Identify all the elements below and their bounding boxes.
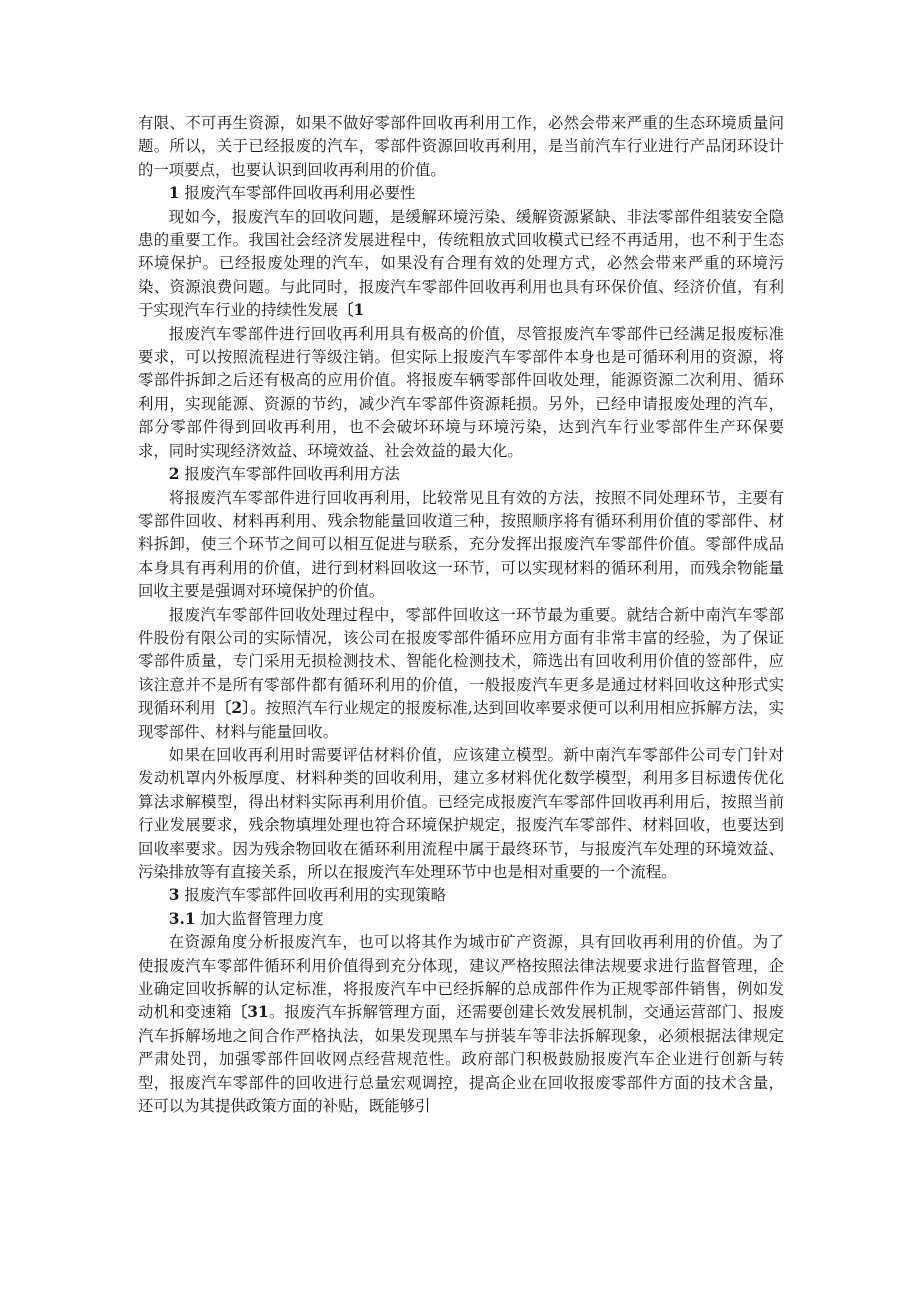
paragraph-company-case	[138, 604, 784, 744]
section-number: 3.1	[168, 909, 196, 928]
section-heading-3	[138, 884, 784, 907]
section-number: 3	[168, 886, 180, 905]
section-number: 1	[168, 184, 180, 203]
citation-ref: 〔2〕	[215, 699, 251, 718]
paragraph-supervision	[138, 931, 784, 1118]
paragraph-model: 如果在回收再利用时需要评估材料价值，应该建立模型。新中南汽车零部件公司专门针对发动机罩内外板厚度、材料种类的回收利用，建立多材料优化数学模型，利用多目标遗传优化算法求解模型，得出材料实际再利用价值。已经完成报废汽车零部件回收再利用后，按照当前行业发展要求，残余物填埋处理也符合环境保护规定，报废汽车零部件、材料回收，也要达到回收率要求。因为残余物回收在循环利用流程中属于最终环节，与报废汽车处理的环境效益、污染排放等有直接关系，所以在报废汽车处理环节中也是相对重要的一个流程。	[138, 745, 784, 881]
document-page	[138, 112, 784, 1118]
section-title: 加大监督管理力度	[200, 909, 324, 928]
paragraph-value: 报废汽车零部件进行回收再利用具有极高的价值，尽管报废汽车零部件已经满足报废标准要求，可以按照流程进行等级注销。但实际上报废汽车零部件本身也是可循环利用的资源，将零部件拆卸之后还有极高的应用价值。将报废车辆零部件回收处理，能源资源二次利用、循环利用，实现能源、资源的节约，减少汽车零部件资源耗损。另外，已经申请报废处理的汽车，部分零部件得到回收再利用，也不会破坏环境与环境污染，达到汽车行业零部件生产环保要求，同时实现经济效益、环境效益、社会效益的最大化。	[138, 324, 784, 460]
paragraph-intro: 有限、不可再生资源，如果不做好零部件回收再利用工作，必然会带来严重的生态环境质量问题。所以，关于已经报废的汽车，零部件资源回收再利用，是当前汽车行业进行产品闭环设计的一项要点，也要认识到回收再利用的价值。	[138, 114, 784, 179]
section-title: 报废汽车零部件回收再利用必要性	[184, 184, 416, 203]
section-title: 报废汽车零部件回收再利用方法	[184, 465, 400, 484]
paragraph-text: 。报废汽车拆解管理方面，还需要创建长效发展机制，交通运营部门、报废汽车拆解场地之间合作严格执法，如果发现黑车与拼装车等非法拆解现象，必须根据法律规定严肃处罚，加强零部件回收网点经营规范性。政府部门积极鼓励报废汽车企业进行创新与转型，报废汽车零部件的回收进行总量宏观调控，提高企业在回收报废零部件方面的技术含量，还可以为其提供政策方面的补贴，既能够引	[138, 1003, 784, 1116]
section-heading-1	[138, 182, 784, 205]
section-number: 2	[168, 465, 180, 484]
paragraph-text: 。按照汽车行业规定的报废标准,达到回收率要求便可以利用相应拆解方法，实现零部件、材料与能量回收。	[138, 699, 784, 741]
section-title: 报废汽车零部件回收再利用的实现策略	[184, 886, 447, 905]
paragraph-text: 报废汽车零部件回收处理过程中，零部件回收这一环节最为重要。就结合新中南汽车零部件股份有限公司的实际情况，该公司在报废零部件循环应用方面有非常丰富的经验，为了保证零部件质量，专门采用无损检测技术、智能化检测技术，筛选出有回收利用价值的签部件，应该注意并不是所有零部件都有循环利用的价值，一般报废汽车更多是通过材料回收这种形式实现循环利用	[138, 605, 784, 718]
subsection-heading-3-1	[138, 908, 784, 931]
section-heading-2	[138, 463, 784, 486]
paragraph-necessity	[138, 206, 784, 323]
citation-ref: 〔31	[231, 1003, 269, 1022]
paragraph-text: 在资源角度分析报废汽车，也可以将其作为城市矿产资源，具有回收再利用的价值。为了使报废汽车零部件循环利用价值得到充分体现，建议严格按照法律法规要求进行监督管理，企业确定回收拆解的认定标准，将报废汽车中已经拆解的总成部件作为正规零部件销售，例如发动机和变速箱	[138, 933, 784, 1022]
paragraph-text: 现如今，报废汽车的回收问题，是缓解环境污染、缓解资源紧缺、非法零部件组装安全隐患的重要工作。我国社会经济发展进程中，传统粗放式回收模式已经不再适用，也不利于生态环境保护。已经报废处理的汽车，如果没有合理有效的处理方式，必然会带来严重的环境污染、资源浪费问题。与此同时，报废汽车零部件回收再利用也具有环保价值、经济价值，有利于实现汽车行业的持续性发展	[138, 207, 784, 320]
paragraph-methods: 将报废汽车零部件进行回收再利用，比较常见且有效的方法，按照不同处理环节，主要有零部件回收、材料再利用、残余物能量回收道三种，按照顺序将有循环利用价值的零部件、材料拆卸，使三个环节之间可以相互促进与联系，充分发挥出报废汽车零部件价值。零部件成品本身具有再利用的价值，进行到材料回收这一环节，可以实现材料的循环利用，而残余物能量回收主要是强调对环境保护的价值。	[138, 488, 784, 601]
citation-ref: 〔1	[338, 301, 365, 320]
